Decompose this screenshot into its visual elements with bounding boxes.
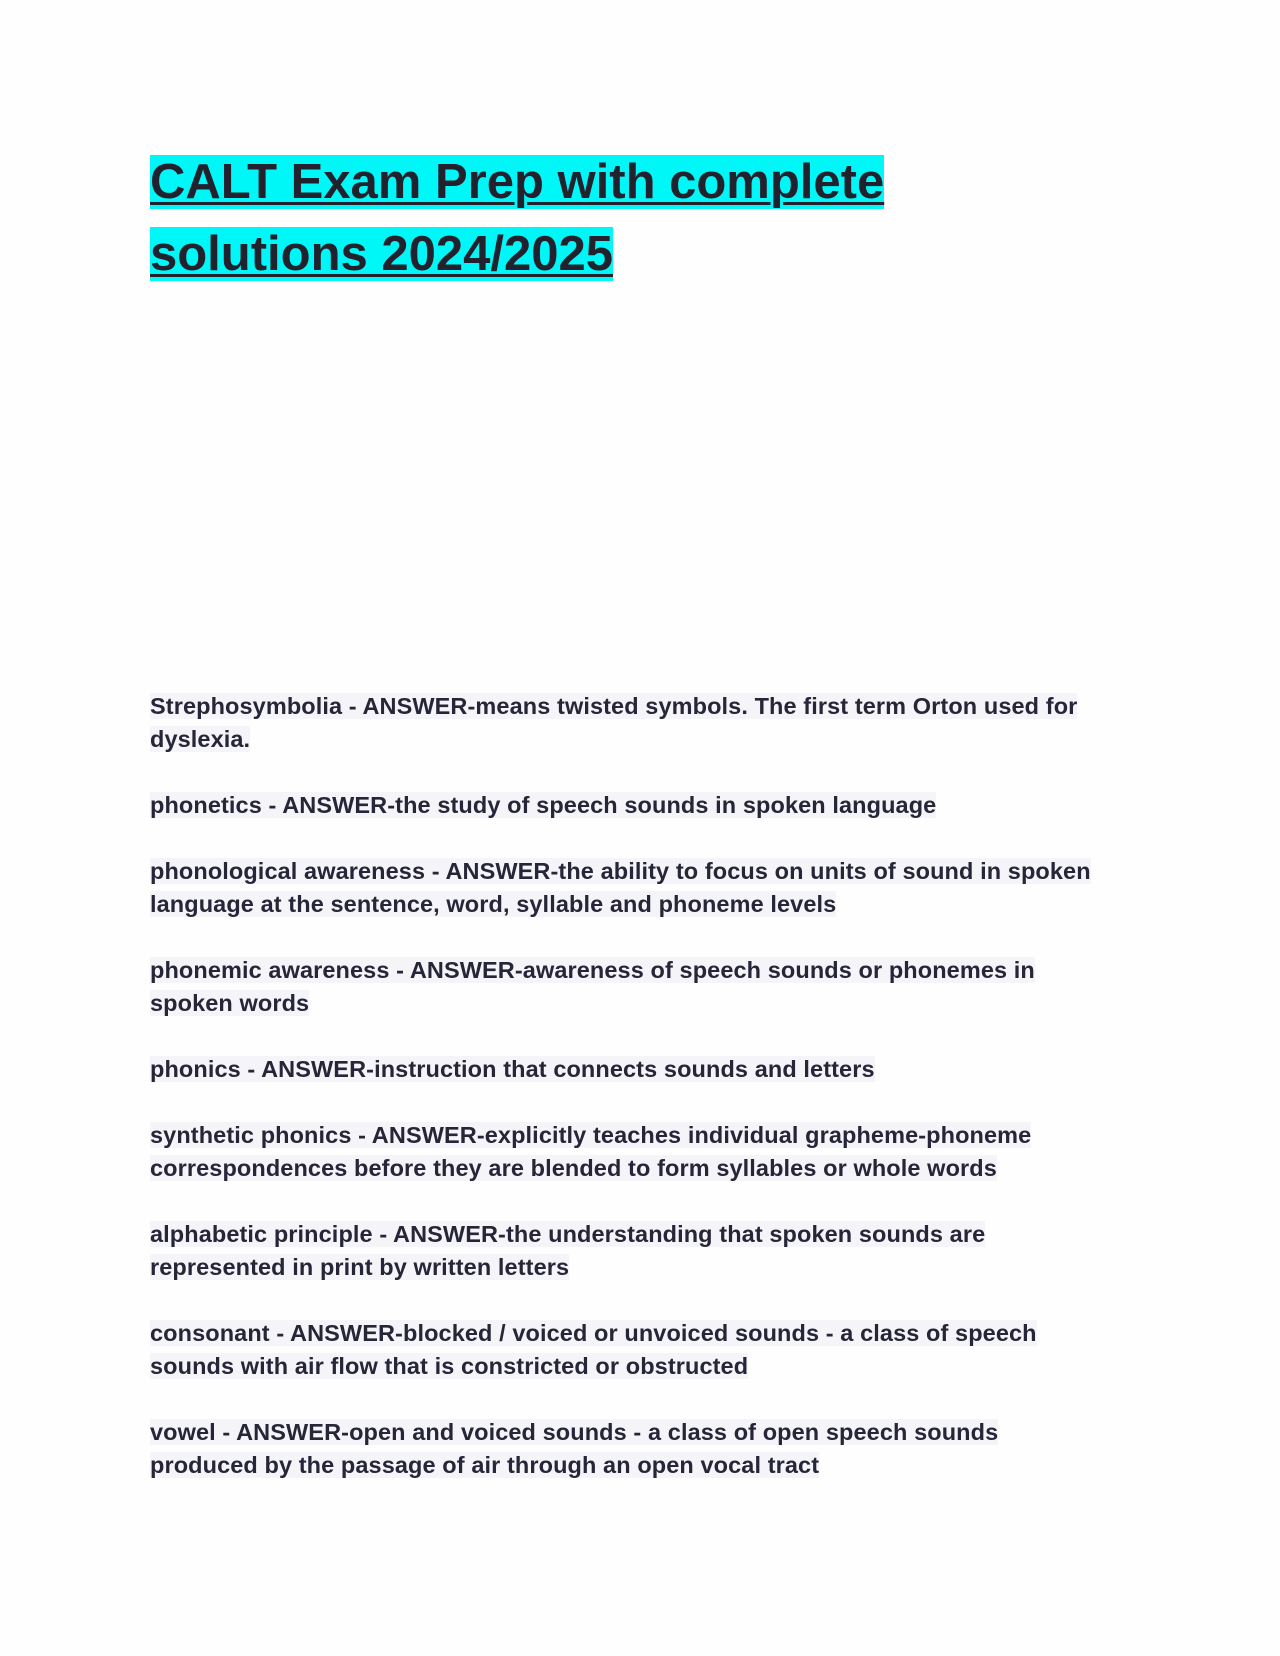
qa-item-text: alphabetic principle - ANSWER-the understanding that spoken sounds are represented in print by written letters <box>150 1221 986 1280</box>
qa-item-text: phonics - ANSWER-instruction that connects sounds and letters <box>150 1056 875 1082</box>
qa-item <box>150 1119 1100 1185</box>
qa-item <box>150 1317 1100 1383</box>
qa-item-text: phonemic awareness - ANSWER-awareness of speech sounds or phonemes in spoken words <box>150 957 1035 1016</box>
qa-item <box>150 1218 1100 1284</box>
document-title-text: CALT Exam Prep with complete solutions 2024/2025 <box>150 155 885 281</box>
qa-item <box>150 789 1100 822</box>
qa-item-text: synthetic phonics - ANSWER-explicitly teaches individual grapheme-phoneme correspondences before they are blended to form syllables or whole words <box>150 1122 1032 1181</box>
qa-item <box>150 1416 1100 1482</box>
qa-item <box>150 954 1100 1020</box>
qa-item-text: Strephosymbolia - ANSWER-means twisted symbols. The first term Orton used for dyslexia. <box>150 693 1078 752</box>
qa-item-text: phonetics - ANSWER-the study of speech sounds in spoken language <box>150 792 937 818</box>
qa-list <box>150 690 1100 1515</box>
qa-item-text: consonant - ANSWER-blocked / voiced or unvoiced sounds - a class of speech sounds with air flow that is constricted or obstructed <box>150 1320 1037 1379</box>
qa-item <box>150 1053 1100 1086</box>
qa-item <box>150 855 1100 921</box>
qa-item-text: phonological awareness - ANSWER-the ability to focus on units of sound in spoken language at the sentence, word, syllable and phoneme levels <box>150 858 1091 917</box>
document-title <box>150 146 930 290</box>
qa-item <box>150 690 1100 756</box>
qa-item-text: vowel - ANSWER-open and voiced sounds - a class of open speech sounds produced by the passage of air through an open vocal tract <box>150 1419 999 1478</box>
